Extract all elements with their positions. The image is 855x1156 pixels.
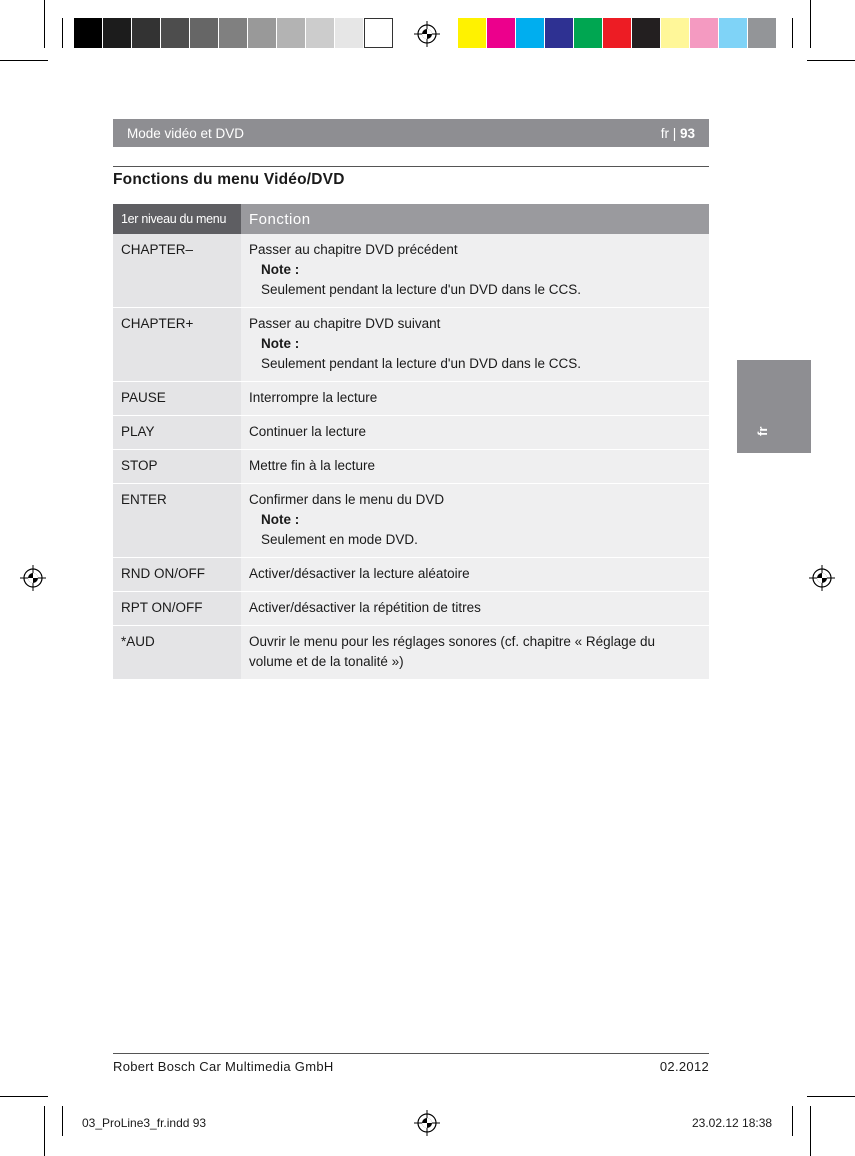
note-text: Seulement en mode DVD. [261,532,418,547]
process-swatch [719,18,748,48]
note-text: Seulement pendant la lecture d'un DVD dans le CCS. [261,356,582,371]
gray-swatch [190,18,219,48]
table-row [113,626,709,680]
crop-mark [44,0,45,48]
function-text: Activer/désactiver la lecture aléatoire [249,566,470,581]
menu-function-table [113,204,709,680]
menu-item-function [241,558,709,591]
crop-mark [807,60,855,61]
menu-item-function [241,450,709,483]
function-text: Passer au chapitre DVD précédent [249,242,458,257]
crop-mark [792,18,793,48]
menu-item-function [241,234,709,307]
menu-item-key: RPT ON/OFF [113,592,241,625]
table-header [113,204,709,234]
gray-swatch [277,18,306,48]
menu-item-key: CHAPTER+ [113,308,241,381]
crop-mark [807,1096,855,1097]
crop-mark [810,0,811,48]
menu-item-function [241,592,709,625]
running-header [113,119,709,147]
menu-item-function [241,308,709,381]
gray-swatch [132,18,161,48]
note-label-line [249,510,701,530]
gray-swatch [219,18,248,48]
menu-item-key: PLAY [113,416,241,449]
menu-item-function [241,416,709,449]
process-swatch [690,18,719,48]
process-swatch [632,18,661,48]
table-row [113,308,709,382]
page-number-block [661,126,695,141]
function-text: Continuer la lecture [249,424,367,439]
gray-color-bar [74,18,393,48]
running-header-separator: | [672,125,680,141]
crop-mark [44,1106,45,1156]
gray-swatch [335,18,364,48]
process-swatch [458,18,487,48]
footer-date: 02.2012 [659,1059,709,1074]
title-rule [113,166,709,167]
crop-mark [810,1106,811,1156]
menu-item-key: RND ON/OFF [113,558,241,591]
slug-file: 03_ProLine3_fr.indd 93 [82,1116,207,1130]
process-swatch [516,18,545,48]
gray-swatch [306,18,335,48]
crop-mark [0,60,48,61]
registration-mark-icon [414,21,440,47]
page-footer [113,1059,709,1074]
function-text: Passer au chapitre DVD suivant [249,316,441,331]
column-header-function: Fonction [241,204,709,234]
footer-rule [113,1053,709,1054]
footer-company: Robert Bosch Car Multimedia GmbH [113,1059,334,1074]
note-label: Note : [261,262,300,277]
menu-item-function [241,626,709,679]
note-label: Note : [261,336,300,351]
menu-item-key: STOP [113,450,241,483]
language-side-tab [737,360,811,453]
crop-mark [62,1106,63,1136]
gray-swatch [364,18,393,48]
process-swatch [661,18,690,48]
menu-item-function [241,484,709,557]
table-body [113,234,709,680]
slug-timestamp: 23.02.12 18:38 [692,1116,773,1130]
running-header-lang: fr [660,125,669,141]
table-row [113,416,709,450]
running-header-section: Mode vidéo et DVD [127,125,245,141]
menu-item-function [241,382,709,415]
menu-item-key: *AUD [113,626,241,679]
table-row [113,382,709,416]
function-text: Interrompre la lecture [249,390,378,405]
note-label-line [249,334,701,354]
table-row [113,450,709,484]
gray-swatch [248,18,277,48]
function-text: Mettre fin à la lecture [249,458,376,473]
function-text: Confirmer dans le menu du DVD [249,492,445,507]
menu-item-key: ENTER [113,484,241,557]
process-swatch [487,18,516,48]
function-text: Activer/désactiver la répétition de titres [249,600,481,615]
table-row [113,592,709,626]
gray-swatch [103,18,132,48]
process-swatch [748,18,777,48]
table-row [113,558,709,592]
registration-mark-icon [414,1110,440,1136]
process-swatch [545,18,574,48]
crop-mark [792,1106,793,1136]
table-row [113,234,709,308]
note-label: Note : [261,512,300,527]
gray-swatch [161,18,190,48]
section-title: Fonctions du menu Vidéo/DVD [113,171,345,188]
menu-item-key: PAUSE [113,382,241,415]
crop-mark [62,18,63,48]
menu-item-key: CHAPTER– [113,234,241,307]
process-color-bar [458,18,777,48]
gray-swatch [74,18,103,48]
language-side-tab-label: fr [755,426,770,436]
page-number: 93 [679,125,695,141]
note-text: Seulement pendant la lecture d'un DVD dans le CCS. [261,282,582,297]
column-header-menu-level: 1er niveau du menu [113,204,241,234]
registration-mark-icon [20,565,46,591]
process-swatch [574,18,603,48]
table-row [113,484,709,558]
registration-mark-icon [809,565,835,591]
note-label-line [249,260,701,280]
process-swatch [603,18,632,48]
function-text: Ouvrir le menu pour les réglages sonores (cf. chapitre « Réglage du volume et de la tonalité ») [249,634,655,669]
crop-mark [0,1096,48,1097]
